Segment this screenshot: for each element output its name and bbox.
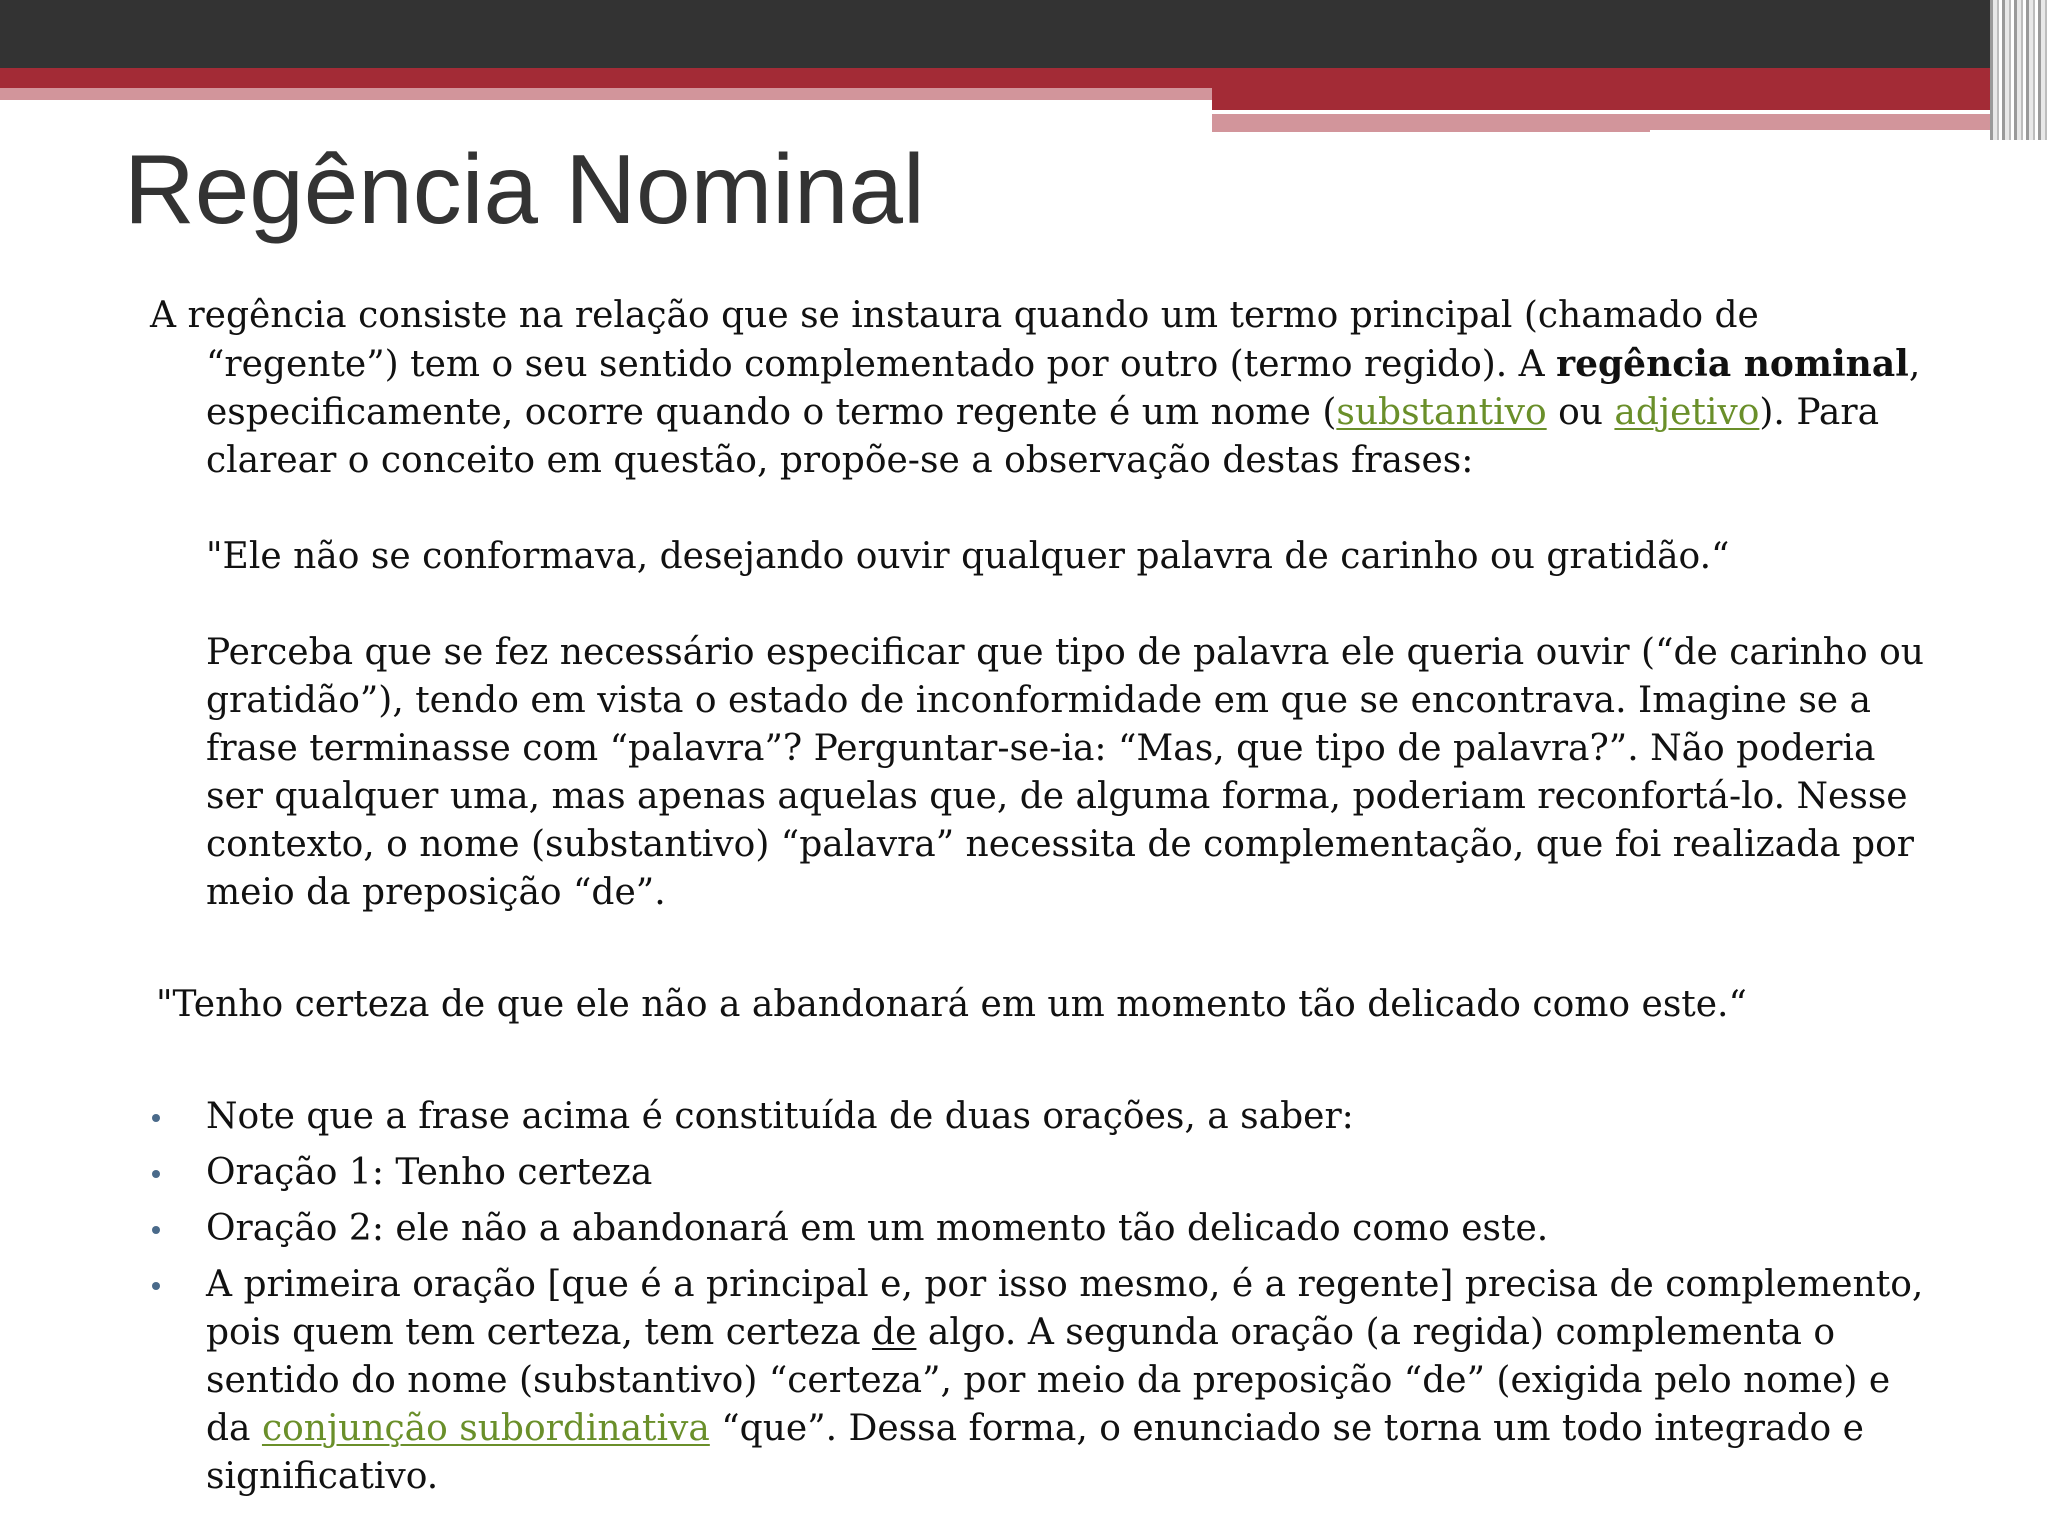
header-right-line-2 [1650,130,2048,134]
bullet-dot-icon [152,1114,160,1122]
list-item [150,1205,1930,1253]
bullet4-text-3: “que”. Dessa forma, o enunciado se torna um todo integrado e significativo. [206,1408,1864,1497]
intro-text-2: , especificamente, ocorre quando o termo regente é um nome ( [206,344,1921,433]
header-dark-band [0,0,2048,68]
bullet-dot-icon [152,1282,160,1290]
bullet4-underlined-de: de [872,1312,917,1353]
intro-paragraph [150,292,1930,485]
bullet-text: Oração 2: ele não a abandonará em um momento tão delicado como este. [206,1208,1549,1249]
spacer [150,485,1930,533]
bullet4-text-1: A primeira oração [que é a principal e, por isso mesmo, é a regente] precisa de complemento, pois quem tem certeza, tem certeza [206,1264,1924,1353]
intro-text-1: A regência consiste na relação que se instaura quando um termo principal (chamado de “regente”) tem o seu sentido complementado por outro (termo regido). A [150,295,1759,385]
bullet-text: Note que a frase acima é constituída de duas orações, a saber: [206,1096,1354,1137]
example-quote-1: "Ele não se conformava, desejando ouvir qualquer palavra de carinho ou gratidão.“ [206,536,1730,577]
slide-body [150,292,1930,1509]
bullet4-text-2: algo. A segunda oração (a regida) complementa o sentido do nome (substantivo) “certeza”, por meio da preposição “de” (exigida pelo nome) e da [206,1312,1891,1449]
header-right-red-block [1212,88,2048,110]
list-item [150,1261,1930,1501]
list-item [150,1093,1930,1141]
slide-title: Regência Nominal [124,134,925,244]
explanation-paragraph: Perceba que se fez necessário especificar que tipo de palavra ele queria ouvir (“de carinho ou gratidão”), tendo em vista o estado de inconformidade em que se encontrava. Imagine se a frase terminasse com “palavra”? Perguntar-se-ia: “Mas, que tipo de palavra?”. Não poderia ser qualquer uma, mas apenas aquelas que, de alguma forma, poderiam reconfortá-lo. Nesse contexto, o nome (substantivo) “palavra” necessita de complementação, que foi realizada por meio da preposição “de”. [206,632,1924,913]
header-pink-band [0,88,1212,100]
spacer [150,581,1930,629]
header-vertical-bars [1990,0,2048,140]
example-quote-2: "Tenho certeza de que ele não a abandonará em um momento tão delicado como este.“ [156,984,1747,1025]
list-item [150,1149,1930,1197]
spacer [150,917,1930,981]
intro-bold-term: regência nominal [1556,343,1909,385]
link-adjetivo[interactable]: adjetivo [1614,392,1760,433]
bullet-dot-icon [152,1226,160,1234]
bullet-list [150,1093,1930,1501]
link-substantivo[interactable]: substantivo [1336,392,1547,433]
bullet-dot-icon [152,1170,160,1178]
link-conjuncao-subordinativa[interactable]: conjunção subordinativa [261,1408,710,1449]
spacer [150,1029,1930,1093]
bullet-text: Oração 1: Tenho certeza [206,1152,653,1193]
intro-text-3: ou [1546,392,1615,433]
intro-text-4: ). Para clarear o conceito em questão, propõe-se a observação destas frases: [206,392,1880,481]
header-red-band [0,68,2048,88]
